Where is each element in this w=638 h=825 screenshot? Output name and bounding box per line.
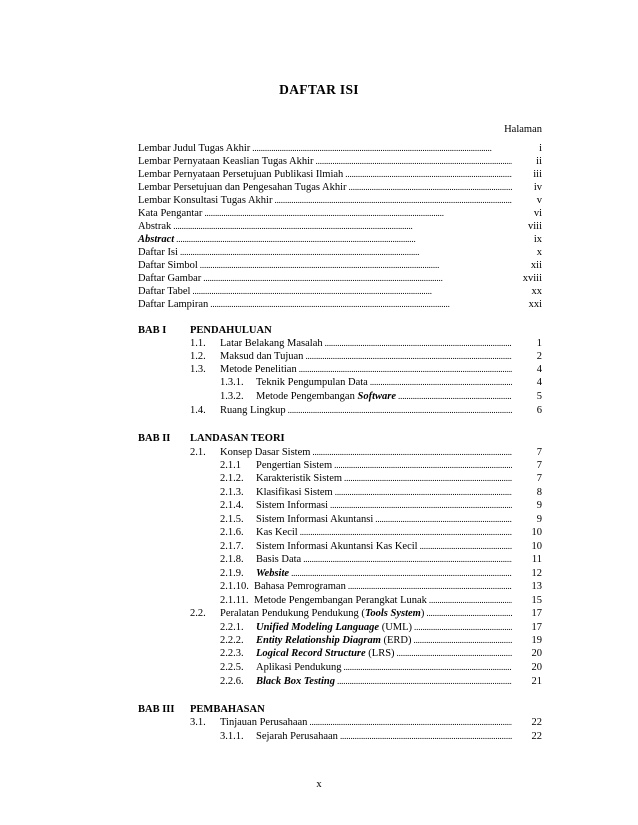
dot-leader [312,446,512,459]
toc-entry-page: 15 [531,595,542,606]
toc-entry-text: Metode Penelitian [220,364,297,375]
toc-entry-text: Metode Pengembangan [256,391,358,402]
toc-entry-number: 2.2.5. [220,662,244,673]
dot-leader [274,194,512,207]
toc-entry-page: 19 [531,635,542,646]
toc-entry-page: xxi [528,299,542,310]
toc-entry-suffix: (UML) [379,622,413,633]
toc-entry[interactable] [220,647,542,660]
toc-entry[interactable] [220,730,542,743]
toc-entry-label [256,675,335,688]
toc-entry-page: 6 [536,405,542,416]
toc-entry-page: v [536,195,542,206]
dot-leader [345,168,512,181]
toc-entry-text: Karakteristik Sistem [256,473,343,484]
toc-entry-number: 2.1. [190,447,206,458]
toc-entry-label [138,233,174,246]
toc-entry-text: Kata Pengantar [138,208,203,219]
toc-entry-text: Sejarah Perusahaan [256,731,338,742]
dot-leader [173,220,512,233]
dot-leader [330,499,512,512]
chapter-title: PEMBAHASAN [190,704,265,715]
toc-entry-suffix: (ERD) [380,635,412,646]
toc-entry-text: Kas Kecil [256,527,298,538]
toc-entry-page: 4 [536,377,542,388]
toc-entry-number: 1.3. [190,364,206,375]
toc-entry[interactable] [138,168,542,181]
dot-leader [420,540,512,553]
toc-entry-number: 2.2.6. [220,676,244,687]
chapter-title: LANDASAN TEORI [190,433,285,444]
toc-entry-page: 17 [531,622,542,633]
toc-entry-label [256,661,341,674]
dot-leader [200,259,512,272]
toc-entry-number: 1.2. [190,351,206,362]
toc-entry-text: Sistem Informasi Akuntansi Kas Kecil [256,541,418,552]
toc-entry-label [138,285,190,298]
chapter-heading[interactable] [138,703,265,716]
toc-entry-label [256,472,342,485]
toc-entry-page: 4 [536,364,542,375]
dot-leader [325,337,512,350]
toc-entry-page: 17 [531,608,542,619]
dot-leader [309,716,512,729]
dot-leader [176,233,512,246]
page-title: DAFTAR ISI [279,82,359,97]
dot-leader [398,390,512,403]
toc-entry-label [220,607,424,620]
toc-entry-label [138,194,272,207]
dot-leader [413,634,512,647]
chapter-number: BAB I [138,325,167,336]
dot-leader [334,459,512,472]
toc-entry-number: 2.1.1 [220,460,241,471]
toc-entry-page: ix [533,234,542,245]
dot-leader [210,298,512,311]
toc-entry[interactable] [190,404,542,417]
toc-entry-label [256,634,411,647]
dot-leader [303,553,512,566]
toc-entry-label [254,594,427,607]
toc-entry-number: 2.1.5. [220,514,244,525]
toc-entry-label [220,337,323,350]
toc-entry-text: Maksud dan Tujuan [220,351,304,362]
toc-entry-label [138,168,343,181]
toc-entry-label [220,350,303,363]
toc-entry[interactable] [220,459,542,472]
toc-entry-label [256,553,301,566]
toc-entry-number: 2.1.6. [220,527,244,538]
toc-entry-emphasis: Tools System [364,608,421,619]
toc-entry-label [256,621,412,634]
dot-leader [414,621,512,634]
toc-entry-text: Tinjauan Perusahaan [220,717,308,728]
toc-entry-page: i [539,143,542,154]
toc-entry-page: 5 [536,391,542,402]
toc-entry-page: 11 [531,554,542,565]
toc-entry-text: Lembar Persetujuan dan Pengesahan Tugas Akhir [138,182,347,193]
toc-entry-number: 2.1.3. [220,487,244,498]
toc-entry[interactable] [190,446,542,459]
toc-entry-number: 1.3.2. [220,391,244,402]
toc-entry-emphasis: Unified Modeling Language [256,622,380,633]
dot-leader [305,350,512,363]
dot-leader [337,675,512,688]
toc-entry[interactable] [138,285,542,298]
toc-entry-page: 20 [531,648,542,659]
toc-entry-emphasis: Black Box Testing [256,676,335,687]
chapter-number: BAB III [138,704,175,715]
toc-entry-label [138,220,171,233]
toc-entry-page: 12 [531,568,542,579]
toc-entry-number: 1.1. [190,338,206,349]
toc-entry-label [256,499,328,512]
toc-entry-text: Sistem Informasi Akuntansi [256,514,374,525]
toc-entry-label [256,730,338,743]
toc-entry-text: Pengertian Sistem [256,460,333,471]
toc-entry-label [220,363,297,376]
toc-entry-label [256,567,289,580]
toc-entry-page: 7 [536,447,542,458]
toc-entry-text: Klasifikasi Sistem [256,487,333,498]
toc-entry-text: Lembar Konsultasi Tugas Akhir [138,195,273,206]
toc-entry-emphasis: Software [357,391,396,402]
toc-entry-number: 2.1.8. [220,554,244,565]
toc-entry[interactable] [138,194,542,207]
toc-entry[interactable] [138,181,542,194]
toc-entry-label [138,142,250,155]
toc-entry-page: 13 [531,581,542,592]
toc-entry-page: 21 [531,676,542,687]
dot-leader [426,607,512,620]
dot-leader [335,486,512,499]
toc-entry-label [138,207,202,220]
toc-entry[interactable] [220,661,542,674]
toc-entry-label [138,298,208,311]
toc-entry-label [256,647,395,660]
toc-entry-text: Lembar Pernyataan Persetujuan Publikasi Ilmiah [138,169,344,180]
toc-entry[interactable] [220,553,542,566]
toc-entry-label [138,246,178,259]
dot-leader [291,567,512,580]
toc-entry-label [138,181,347,194]
toc-entry-number: 2.1.10. [220,581,249,592]
chapter-number: BAB II [138,433,171,444]
toc-entry-page: 9 [536,500,542,511]
toc-entry[interactable] [138,233,542,246]
toc-entry[interactable] [220,390,542,403]
toc-entry-text: Aplikasi Pendukung [256,662,342,673]
toc-entry-suffix: (LRS) [365,648,395,659]
toc-entry[interactable] [190,363,542,376]
toc-entry[interactable] [220,376,542,389]
toc-entry-text: Basis Data [256,554,302,565]
toc-entry[interactable] [138,207,542,220]
dot-leader [429,594,512,607]
toc-entry-page: 20 [531,662,542,673]
toc-entry-label [256,486,333,499]
dot-leader [343,661,512,674]
toc-entry-text: Bahasa Pemrograman [254,581,346,592]
toc-entry-page: iii [533,169,542,180]
halaman-label: Halaman [504,124,542,135]
toc-entry-number: 3.1. [190,717,206,728]
toc-entry-text: Daftar Lampiran [138,299,209,310]
chapter-title: PENDAHULUAN [190,325,272,336]
toc-entry-label [138,259,198,272]
toc-entry-page: ii [536,156,542,167]
toc-entry-label [256,390,396,403]
toc-entry[interactable] [138,272,542,285]
toc-entry[interactable] [220,634,542,647]
toc-entry[interactable] [220,594,542,607]
toc-entry[interactable] [138,298,542,311]
toc-entry-page: 9 [536,514,542,525]
toc-entry-text: Konsep Dasar Sistem [220,447,311,458]
dot-leader [370,376,512,389]
page-number: x [316,779,322,790]
toc-entry-number: 2.1.7. [220,541,244,552]
dot-leader [316,155,512,168]
toc-entry-label [256,376,368,389]
toc-entry-number: 1.4. [190,405,206,416]
toc-entry-label [220,404,286,417]
toc-entry-text: Daftar Gambar [138,273,202,284]
toc-entry-page: iv [533,182,542,193]
toc-entry-page: x [536,247,542,258]
toc-entry-text: Lembar Judul Tugas Akhir [138,143,251,154]
toc-entry-text: Abstrak [138,221,172,232]
toc-entry[interactable] [190,337,542,350]
toc-entry-page: 7 [536,473,542,484]
dot-leader [192,285,512,298]
toc-entry[interactable] [138,142,542,155]
toc-entry-label [256,513,373,526]
toc-entry-page: 2 [536,351,542,362]
dot-leader [349,181,512,194]
toc-entry-number: 2.2. [190,608,206,619]
toc-entry[interactable] [138,220,542,233]
toc-entry-text: Abstract [138,234,175,245]
toc-entry[interactable] [190,350,542,363]
toc-entry-number: 3.1.1. [220,731,244,742]
toc-entry[interactable] [220,486,542,499]
toc-entry-text: Sistem Informasi [256,500,329,511]
dot-leader [204,207,512,220]
toc-entry-number: 2.1.2. [220,473,244,484]
toc-entry-page: xii [530,260,542,271]
toc-entry-page: 10 [531,527,542,538]
toc-entry-text: Daftar Tabel [138,286,191,297]
dot-leader [340,730,512,743]
toc-entry-text: Daftar Isi [138,247,178,258]
dot-leader [397,647,512,660]
toc-entry[interactable] [220,526,542,539]
toc-entry-label [256,459,332,472]
toc-entry[interactable] [220,580,542,593]
toc-entry-page: 7 [536,460,542,471]
dot-leader [299,363,512,376]
toc-entry-number: 2.2.1. [220,622,244,633]
toc-entry-page: viii [527,221,542,232]
toc-entry-text: Daftar Simbol [138,260,198,271]
toc-entry[interactable] [220,472,542,485]
toc-entry-label [256,540,418,553]
toc-entry-text: Ruang Lingkup [220,405,286,416]
dot-leader [375,513,512,526]
toc-entry-page: 10 [531,541,542,552]
toc-entry-text: Metode Pengembangan Perangkat Lunak [254,595,427,606]
toc-entry[interactable] [220,513,542,526]
toc-entry-emphasis: Entity Relationship Diagram [256,635,381,646]
toc-entry-number: 2.2.3. [220,648,244,659]
dot-leader [288,404,512,417]
toc-entry-page: 8 [536,487,542,498]
toc-entry-label [138,155,314,168]
toc-entry-number: 2.1.4. [220,500,244,511]
dot-leader [344,472,512,485]
chapter-heading[interactable] [138,432,285,445]
toc-entry[interactable] [220,499,542,512]
toc-entry-text: Latar Belakang Masalah [220,338,323,349]
toc-entry-page: 22 [531,717,542,728]
toc-entry-page: xviii [522,273,542,284]
toc-entry[interactable] [220,540,542,553]
toc-entry-text: Teknik Pengumpulan Data [256,377,368,388]
toc-entry-suffix: ) [420,608,425,619]
toc-entry-label [220,446,310,459]
toc-entry-text: Lembar Pernyataan Keaslian Tugas Akhir [138,156,314,167]
toc-entry-page: 1 [536,338,542,349]
dot-leader [203,272,512,285]
toc-entry-page: vi [533,208,542,219]
toc-entry-label [138,272,201,285]
toc-entry-text: Peralatan Pendukung Pendukung ( [220,608,365,619]
toc-entry[interactable] [138,246,542,259]
toc-entry[interactable] [220,567,542,580]
dot-leader [348,580,512,593]
toc-entry-label [254,580,346,593]
toc-entry[interactable] [220,675,542,688]
chapter-heading[interactable] [138,324,272,337]
toc-entry[interactable] [138,155,542,168]
toc-entry-number: 2.1.11. [220,595,249,606]
toc-entry-emphasis: Website [256,568,290,579]
toc-entry-label [220,716,307,729]
dot-leader [300,526,512,539]
toc-entry-number: 1.3.1. [220,377,244,388]
toc-entry-number: 2.2.2. [220,635,244,646]
dot-leader [252,142,512,155]
toc-entry-label [256,526,298,539]
toc-entry-emphasis: Logical Record Structure [256,648,366,659]
toc-entry[interactable] [220,621,542,634]
toc-entry[interactable] [190,607,542,620]
toc-entry-page: 22 [531,731,542,742]
toc-entry-page: xx [531,286,542,297]
toc-entry[interactable] [138,259,542,272]
toc-entry[interactable] [190,716,542,729]
toc-entry-number: 2.1.9. [220,568,244,579]
dot-leader [180,246,512,259]
